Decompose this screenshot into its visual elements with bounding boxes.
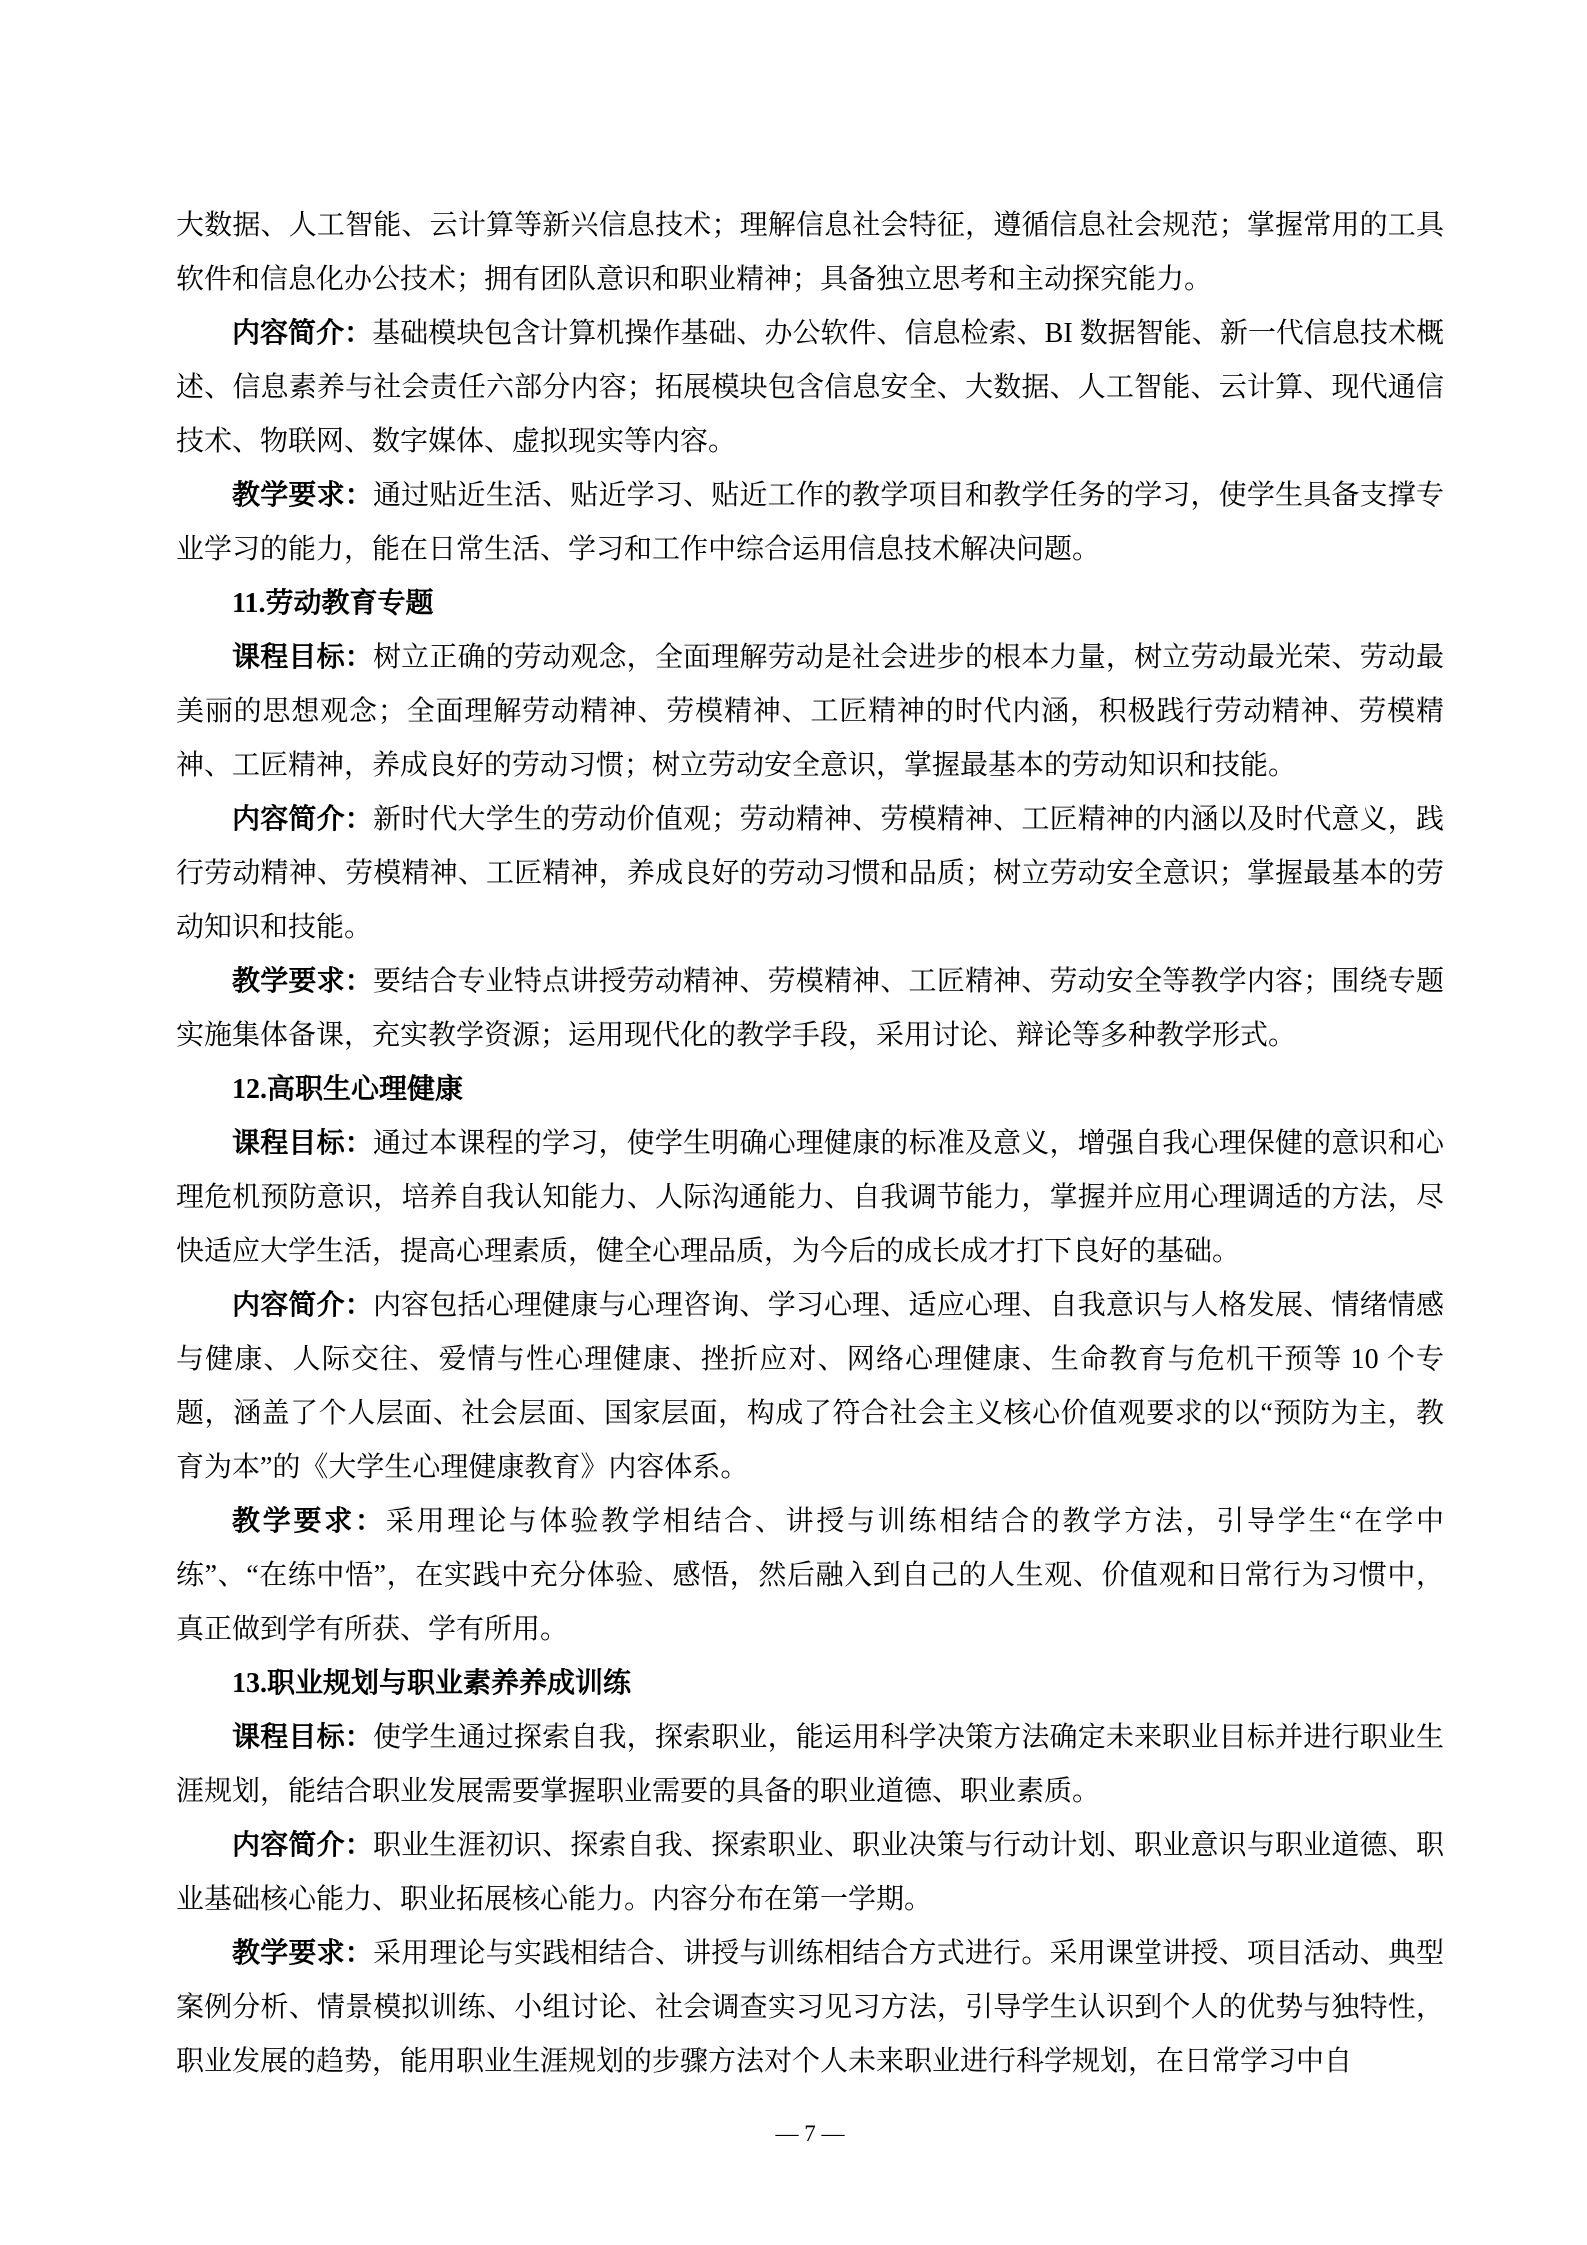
paragraph-text: 职业生涯初识、探索自我、探索职业、职业决策与行动计划、职业意识与职业道德、职业基础核心能力、职业拓展核心能力。内容分布在第一学期。 [176, 1830, 1444, 1915]
paragraph-label: 内容简介： [232, 1830, 373, 1861]
section-heading: 13.职业规划与职业素养养成训练 [232, 1668, 632, 1699]
paragraph: 大数据、人工智能、云计算等新兴信息技术；理解信息社会特征，遵循信息社会规范；掌握常用的工具软件和信息化办公技术；拥有团队意识和职业精神；具备独立思考和主动探究能力。 [176, 210, 1444, 295]
paragraph [176, 955, 1444, 1063]
section-heading: 12.高职生心理健康 [232, 1074, 464, 1105]
paragraph-label: 内容简介： [232, 804, 373, 835]
paragraph [176, 793, 1444, 955]
paragraph [176, 631, 1444, 793]
paragraph [176, 1117, 1444, 1279]
paragraph-label: 教学要求： [232, 480, 373, 511]
paragraph-label: 课程目标： [232, 1722, 373, 1753]
page-footer [176, 2118, 1444, 2150]
paragraph [176, 1819, 1444, 1927]
paragraph [176, 1927, 1444, 2089]
document-body [176, 199, 1444, 2089]
paragraph-text: 内容包括心理健康与心理咨询、学习心理、适应心理、自我意识与人格发展、情绪情感与健康、人际交往、爱情与性心理健康、挫折应对、网络心理健康、生命教育与危机干预等 10 个专题，涵盖了个人层面、社会层面、国家层面，构成了符合社会主义核心价值观要求的以“预防为主，教育为本”的《大学生心理健康教育》内容体系。 [176, 1290, 1444, 1483]
paragraph-text: 使学生通过探索自我，探索职业，能运用科学决策方法确定未来职业目标并进行职业生涯规划，能结合职业发展需要掌握职业需要的具备的职业道德、职业素质。 [176, 1722, 1444, 1807]
paragraph-label: 教学要求： [232, 1938, 373, 1969]
paragraph [176, 1495, 1444, 1657]
paragraph-label: 课程目标： [232, 642, 373, 673]
paragraph-text: 新时代大学生的劳动价值观；劳动精神、劳模精神、工匠精神的内涵以及时代意义，践行劳动精神、劳模精神、工匠精神，养成良好的劳动习惯和品质；树立劳动安全意识；掌握最基本的劳动知识和技能。 [176, 804, 1444, 943]
paragraph-label: 课程目标： [232, 1128, 373, 1159]
paragraph-label: 教学要求： [232, 1506, 386, 1537]
section-heading: 11.劳动教育专题 [232, 588, 434, 619]
paragraph-text: 采用理论与体验教学相结合、讲授与训练相结合的教学方法，引导学生“在学中练”、“在练中悟”，在实践中充分体验、感悟，然后融入到自己的人生观、价值观和日常行为习惯中，真正做到学有所获、学有所用。 [176, 1506, 1444, 1645]
paragraph-label: 教学要求： [232, 966, 373, 997]
paragraph-label: 内容简介： [232, 318, 373, 349]
paragraph-text: 树立正确的劳动观念，全面理解劳动是社会进步的根本力量，树立劳动最光荣、劳动最美丽的思想观念；全面理解劳动精神、劳模精神、工匠精神的时代内涵，积极践行劳动精神、劳模精神、工匠精神，养成良好的劳动习惯；树立劳动安全意识，掌握最基本的劳动知识和技能。 [176, 642, 1444, 781]
paragraph-text: 要结合专业特点讲授劳动精神、劳模精神、工匠精神、劳动安全等教学内容；围绕专题实施集体备课，充实教学资源；运用现代化的教学手段，采用讨论、辩论等多种教学形式。 [176, 966, 1444, 1051]
paragraph [176, 307, 1444, 469]
paragraph [176, 1711, 1444, 1819]
paragraph-label: 内容简介： [232, 1290, 373, 1321]
paragraph [176, 469, 1444, 577]
paragraph-text: 通过贴近生活、贴近学习、贴近工作的教学项目和教学任务的学习，使学生具备支撑专业学习的能力，能在日常生活、学习和工作中综合运用信息技术解决问题。 [176, 480, 1444, 565]
paragraph-text: 采用理论与实践相结合、讲授与训练相结合方式进行。采用课堂讲授、项目活动、典型案例分析、情景模拟训练、小组讨论、社会调查实习见习方法，引导学生认识到个人的优势与独特性，职业发展的趋势，能用职业生涯规划的步骤方法对个人未来职业进行科学规划，在日常学习中自 [176, 1938, 1444, 2077]
paragraph-text: 基础模块包含计算机操作基础、办公软件、信息检索、BI 数据智能、新一代信息技术概述、信息素养与社会责任六部分内容；拓展模块包含信息安全、大数据、人工智能、云计算、现代通信技术、物联网、数字媒体、虚拟现实等内容。 [176, 318, 1444, 457]
paragraph-text: 通过本课程的学习，使学生明确心理健康的标准及意义，增强自我心理保健的意识和心理危机预防意识，培养自我认知能力、人际沟通能力、自我调节能力，掌握并应用心理调适的方法，尽快适应大学生活，提高心理素质，健全心理品质，为今后的成长成才打下良好的基础。 [176, 1128, 1444, 1267]
paragraph [176, 1279, 1444, 1495]
page-number: — 7 — [775, 2121, 845, 2146]
